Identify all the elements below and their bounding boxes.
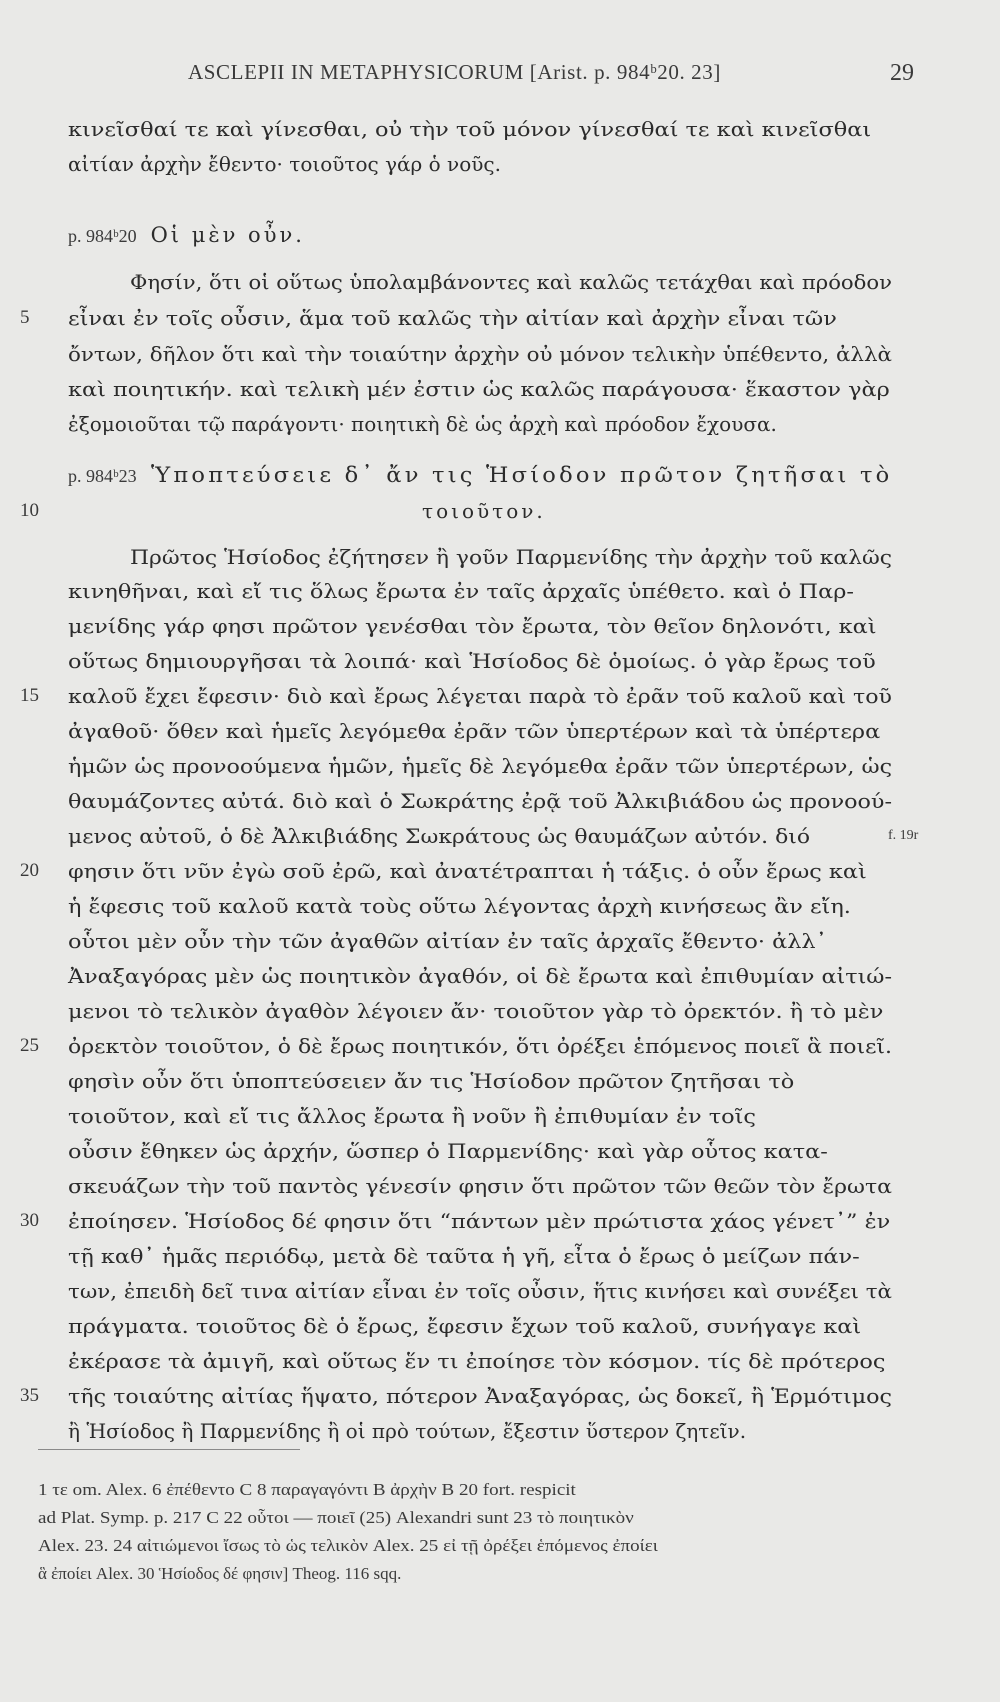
line-number: 10 [20,500,39,521]
line-text: εἶναι ἐν τοῖς οὖσιν, ἅμα τοῦ καλῶς τὴν αἰτίαν καὶ ἀρχὴν εἶναι τῶν [68,306,837,330]
text-line [68,924,892,958]
lemma-text: Ὑποπτεύσειε δ᾽ ἄν τις Ἡσίοδον πρῶτον ζητῆσαι τὸ [150,463,893,487]
text-line [68,372,892,406]
line-number: 15 [20,685,39,706]
line-text: τοιοῦτον. [422,499,546,523]
text-line [68,1064,892,1098]
line-text: μενοι τὸ τελικὸν ἀγαθὸν λέγοιεν ἄν· τοιοῦτον γὰρ τὸ ὀρεκτόν. ἢ τὸ μὲν [68,999,884,1023]
line-text: τοιοῦτον, καὶ εἴ τις ἄλλος ἔρωτα ἢ νοῦν ἢ ἐπιθυμίαν ἐν τοῖς [68,1104,756,1128]
footnote-line [38,1476,938,1504]
text-line [68,749,892,783]
running-head [0,60,1000,90]
lemma-text: Οἱ μὲν οὖν. [150,223,305,247]
line-text: καὶ ποιητικήν. καὶ τελικὴ μέν ἐστιν ὡς καλῶς παράγουσα· ἕκαστον γὰρ [68,377,890,401]
text-line [68,609,892,643]
text-line [20,679,893,713]
text-line [68,1134,892,1168]
text-line [68,1099,892,1133]
line-text: Φησίν, ὅτι οἱ οὕτως ὑπολαμβάνοντες καὶ καλῶς τετάχθαι καὶ πρόοδον [130,270,892,294]
line-text: φησὶν οὖν ὅτι ὑποπτεύσειεν ἄν τις Ἡσίοδον πρῶτον ζητῆσαι τὸ [68,1069,795,1093]
footnote-line [38,1560,938,1588]
line-text: των, ἐπειδὴ δεῖ τινα αἰτίαν εἶναι ἐν τοῖς οὖσιν, ἥτις κινήσει καὶ συνέξει τὰ [68,1279,893,1303]
line-text: κινεῖσθαί τε καὶ γίνεσθαι, οὐ τὴν τοῦ μόνον γίνεσθαί τε καὶ κινεῖσθαι [68,117,872,141]
line-number: 30 [20,1210,39,1231]
footnote-rule [38,1449,300,1450]
text-line [68,1344,892,1378]
text-line [68,112,892,146]
line-text: ὀρεκτὸν τοιοῦτον, ὁ δὲ ἔρως ποιητικόν, ὅτι ὀρέξει ἑπόμενος ποιεῖ ἃ ποιεῖ. [68,1034,892,1058]
line-text: οὕτως δημιουργῆσαι τὰ λοιπά· καὶ Ἡσίοδος δὲ ὁμοίως. ὁ γὰρ ἔρως τοῦ [68,649,876,673]
folio-marker: f. 19r [888,828,919,843]
line-text: οὗτοι μὲν οὖν τὴν τῶν ἀγαθῶν αἰτίαν ἐν ταῖς ἀρχαῖς ἔθεντο· ἀλλ᾽ [68,929,827,953]
line-text: ἐποίησεν. Ἡσίοδος δέ φησιν ὅτι “πάντων μὲν πρώτιστα χάος γένετ᾽” ἐν [68,1209,891,1233]
text-line [68,147,892,181]
running-title: ASCLEPII IN METAPHYSICORUM [Arist. p. 984ᵇ20. 23] [188,60,721,84]
line-number: 20 [20,860,39,881]
text-line [20,1204,892,1238]
text-line [68,644,892,678]
line-text: κινηθῆναι, καὶ εἴ τις ὅλως ἔρωτα ἐν ταῖς ἀρχαῖς ὑπέθετο. καὶ ὁ Παρ- [68,579,854,603]
line-text: τῇ καθ᾽ ἡμᾶς περιόδῳ, μετὰ δὲ ταῦτα ἡ γῆ, εἶτα ὁ ἔρως ὁ μείζων πάν- [68,1244,860,1268]
text-line [68,407,892,441]
text-line [20,494,892,528]
line-text: ἡ ἔφεσις τοῦ καλοῦ κατὰ τοὺς οὕτω λέγοντας ἀρχὴ κινήσεως ἂν εἴη. [68,894,851,918]
text-line [130,265,954,299]
line-text: καλοῦ ἔχει ἔφεσιν· διὸ καὶ ἔρως λέγεται παρὰ τὸ ἐρᾶν τοῦ καλοῦ καὶ τοῦ [68,684,893,708]
footnote-text: ἃ ἐποίει Alex. 30 Ἡσίοδος δέ φησιν] Theog. 116 sqq. [38,1564,402,1583]
line-text: ἐξομοιοῦται τῷ παράγοντι· ποιητικὴ δὲ ὡς ἀρχὴ καὶ πρόοδον ἔχουσα. [68,412,777,436]
line-text: ἢ Ἡσίοδος ἢ Παρμενίδης ἢ οἱ πρὸ τούτων, ἔξεστιν ὕστερον ζητεῖν. [68,1419,747,1443]
text-line [20,1029,892,1063]
text-line [68,574,892,608]
text-line [68,959,892,993]
line-text: ὄντων, δῆλον ὅτι καὶ τὴν τοιαύτην ἀρχὴν οὐ μόνον τελικὴν ὑπέθεντο, ἀλλὰ [68,342,893,366]
line-text: σκευάζων τὴν τοῦ παντὸς γένεσίν φησιν ὅτι πρῶτον τῶν θεῶν τὸν ἔρωτα [68,1174,892,1198]
footnote-text: Alex. 23. 24 αἰτιώμενοι ἴσως τὸ ὡς τελικὸν Alex. 25 εἰ τῇ ὀρέξει ἑπόμενος ἐποίει [38,1536,658,1555]
footnote-line [38,1504,938,1532]
text-line [20,301,892,335]
text-line [68,337,892,371]
text-line [68,994,892,1028]
footnote-text: ad Plat. Symp. p. 217 C 22 οὗτοι — ποιεῖ (25) Alexandri sunt 23 τὸ ποιητικὸν [38,1508,634,1527]
line-text: πράγματα. τοιοῦτος δὲ ὁ ἔρως, ἔφεσιν ἔχων τοῦ καλοῦ, συνήγαγε καὶ [68,1314,862,1338]
page-number: 29 [890,60,914,86]
text-line [68,1414,892,1448]
line-text: μενίδης γάρ φησι πρῶτον γενέσθαι τὸν ἔρωτα, τὸν θεῖον δηλονότι, καὶ [68,614,877,638]
text-line [68,1239,892,1273]
line-number: 25 [20,1035,39,1056]
page-reference: p. 984ᵇ20 [68,226,137,246]
line-text: ἀγαθοῦ· ὅθεν καὶ ἡμεῖς λεγόμεθα ἐρᾶν τῶν ὑπερτέρων καὶ τὰ ὑπέρτερα [68,719,881,743]
line-text: θαυμάζοντες αὐτά. διὸ καὶ ὁ Σωκράτης ἐρᾷ τοῦ Ἀλκιβιάδου ὡς προνοού- [68,789,892,813]
text-line [68,1169,892,1203]
text-line [68,784,892,818]
line-number: 5 [20,307,30,328]
text-line [20,1379,892,1413]
text-line [130,540,954,574]
footnote-line [38,1532,938,1560]
line-text: Πρῶτος Ἡσίοδος ἐζήτησεν ἢ γοῦν Παρμενίδης τὴν ἀρχὴν τοῦ καλῶς [130,545,892,569]
text-line [68,1274,892,1308]
line-text: Ἀναξαγόρας μὲν ὡς ποιητικὸν ἀγαθόν, οἱ δὲ ἔρωτα καὶ ἐπιθυμίαν αἰτιώ- [68,964,892,988]
text-line [20,854,892,888]
footnote-text: 1 τε om. Alex. 6 ἐπέθεντο C 8 παραγαγόντι B ἀρχὴν B 20 fort. respicit [38,1480,576,1499]
page-reference: p. 984ᵇ23 [68,466,137,486]
line-text: φησιν ὅτι νῦν ἐγὼ σοῦ ἐρῶ, καὶ ἀνατέτραπται ἡ τάξις. ὁ οὖν ἔρως καὶ [68,859,867,883]
line-text: οὖσιν ἔθηκεν ὡς ἀρχήν, ὥσπερ ὁ Παρμενίδης· καὶ γὰρ οὗτος κατα- [68,1139,828,1163]
line-text: αἰτίαν ἀρχὴν ἔθεντο· τοιοῦτος γάρ ὁ νοῦς. [68,152,501,176]
line-text: ἐκέρασε τὰ ἀμιγῆ, καὶ οὕτως ἕν τι ἐποίησε τὸν κόσμον. τίς δὲ πρότερος [68,1349,886,1373]
text-line [68,1309,892,1343]
text-line [68,714,892,748]
line-text: μενος αὐτοῦ, ὁ δὲ Ἀλκιβιάδης Σωκράτους ὡς θαυμάζων αὐτόν. διό [68,824,810,848]
text-line [68,218,892,252]
line-text: τῆς τοιαύτης αἰτίας ἥψατο, πότερον Ἀναξαγόρας, ὡς δοκεῖ, ἢ Ἑρμότιμος [68,1384,892,1408]
text-line [68,458,892,492]
line-text: ἡμῶν ὡς προνοούμενα ἡμῶν, ἡμεῖς δὲ λεγόμεθα ἐρᾶν τῶν ὑπερτέρων, ὡς [68,754,892,778]
text-line [68,889,892,923]
text-line [68,819,919,853]
line-number: 35 [20,1385,39,1406]
